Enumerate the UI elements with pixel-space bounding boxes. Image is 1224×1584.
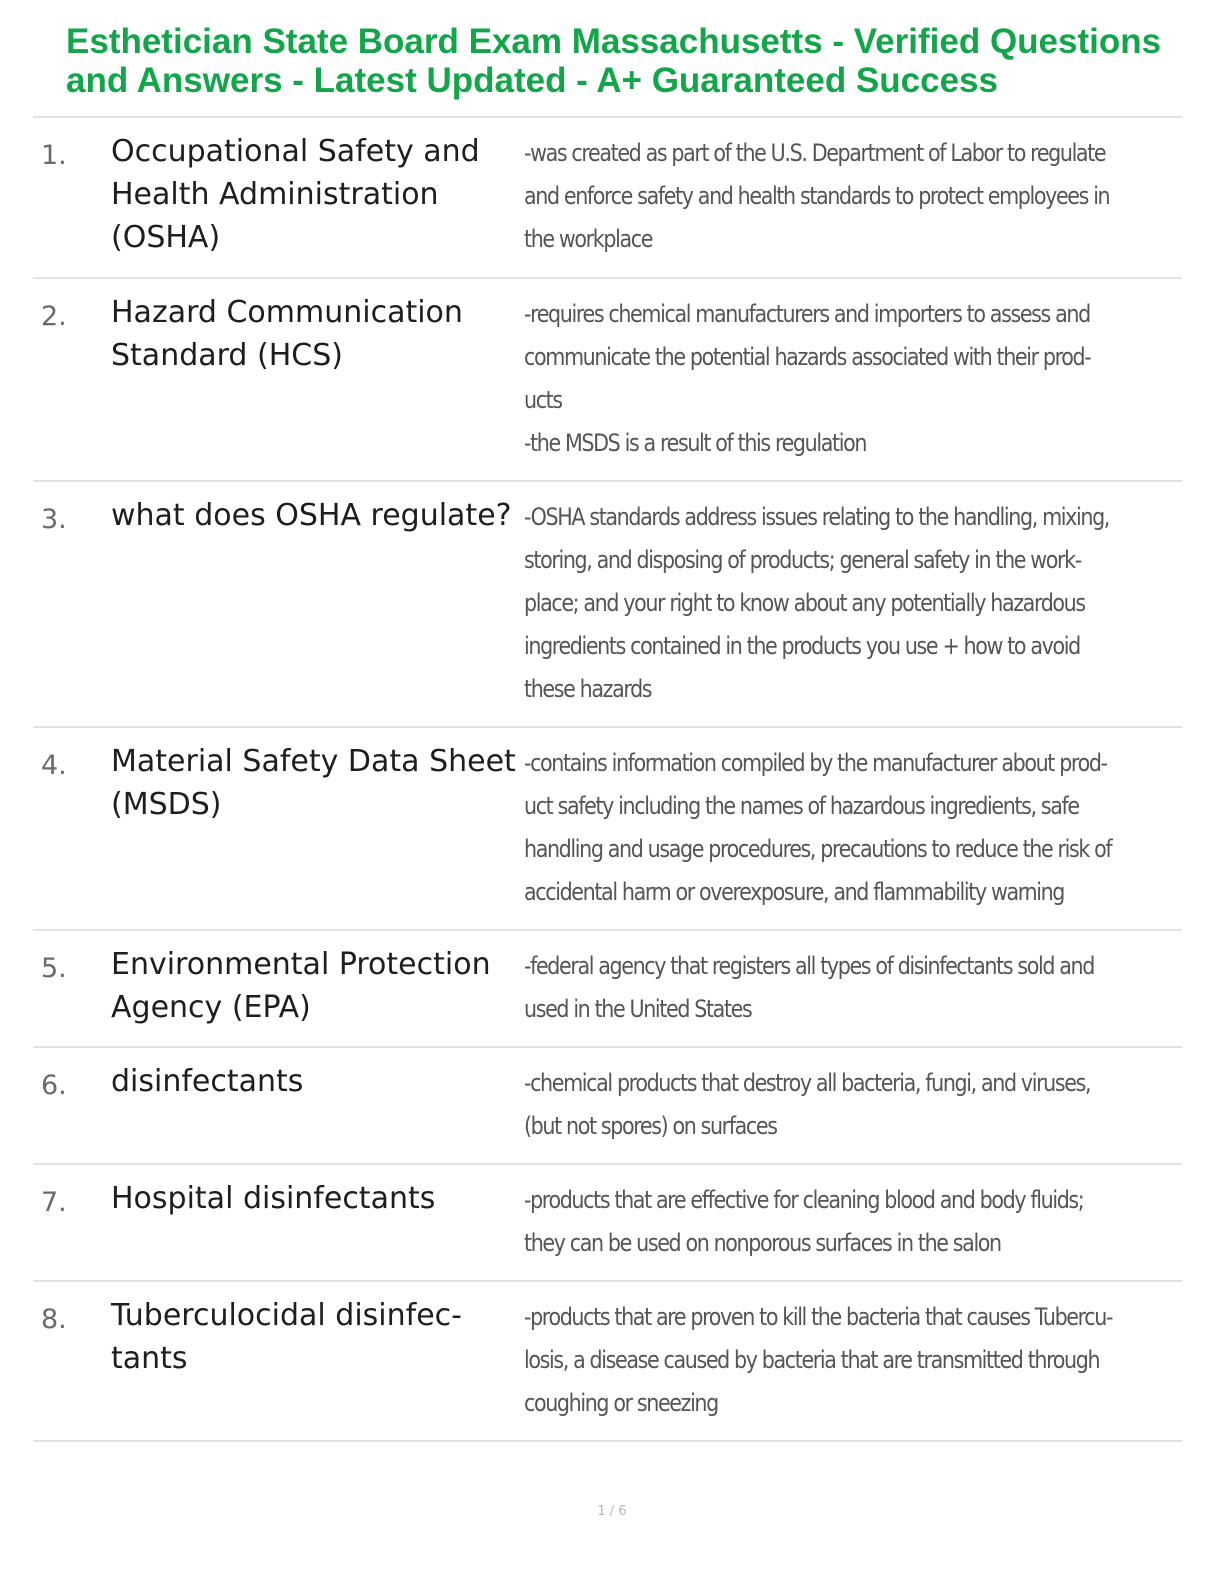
definition-line: accidental harm or overexposure, and flammability warning (524, 878, 1065, 906)
definition-line: storing, and disposing of products; general safety in the work- (524, 546, 1081, 574)
table-row (33, 931, 1182, 1048)
definition-line: -products that are effective for cleaning blood and body fluids; (524, 1186, 1084, 1214)
definition-line: losis, a disease caused by bacteria that are transmitted through (524, 1346, 1100, 1374)
row-number: 6. (41, 1070, 67, 1101)
definition-line: place; and your right to know about any potentially hazardous (524, 589, 1085, 617)
row-number: 5. (41, 953, 67, 984)
definition-line: uct safety including the names of hazardous ingredients, safe (524, 792, 1079, 820)
definition-line: the workplace (524, 225, 653, 253)
table-row (33, 1165, 1182, 1282)
definition (524, 1179, 1083, 1265)
definition (524, 1296, 1113, 1425)
row-number: 7. (41, 1187, 67, 1218)
term-line: Hospital disinfectants (111, 1181, 436, 1216)
term (111, 291, 511, 377)
definition-line: (but not spores) on surfaces (524, 1112, 777, 1140)
row-number: 3. (41, 504, 67, 535)
definition-line: these hazards (524, 675, 652, 703)
definition-line: they can be used on nonporous surfaces in the salon (524, 1229, 1001, 1257)
term-line: (MSDS) (111, 787, 222, 822)
table-row (33, 1282, 1182, 1442)
term (111, 494, 511, 537)
row-number: 2. (41, 301, 67, 332)
term-line: disinfectants (111, 1064, 304, 1099)
term-line: Standard (HCS) (111, 338, 343, 373)
definition-line: -federal agency that registers all types of disinfectants sold and (524, 952, 1094, 980)
term (111, 740, 516, 826)
table-row (33, 279, 1182, 482)
document-title (66, 22, 1196, 100)
term (111, 1177, 511, 1220)
page-indicator: 1 / 6 (597, 1504, 627, 1519)
term-line: tants (111, 1341, 188, 1376)
definition-line: -chemical products that destroy all bacteria, fungi, and viruses, (524, 1069, 1091, 1097)
definition-line: -was created as part of the U.S. Department of Labor to regulate (524, 139, 1106, 167)
term (111, 1060, 511, 1103)
row-number: 8. (41, 1304, 67, 1335)
definition-line: communicate the potential hazards associated with their prod- (524, 343, 1091, 371)
table-row (33, 118, 1182, 279)
definition-line: ucts (524, 386, 562, 414)
term-line: what does OSHA regulate? (111, 498, 512, 533)
definition (524, 742, 1112, 914)
row-number: 4. (41, 750, 67, 781)
document-title-line: and Answers - Latest Updated - A+ Guaranteed Success (66, 61, 998, 100)
definition-line: -contains information compiled by the manufacturer about prod- (524, 749, 1107, 777)
term-line: Environmental Protection (111, 947, 491, 982)
definition-line: -the MSDS is a result of this regulation (524, 429, 867, 457)
term (111, 1294, 511, 1380)
definition-line: ingredients contained in the products you use + how to avoid (524, 632, 1080, 660)
term-line: Tuberculocidal disinfec- (111, 1298, 462, 1333)
definition (524, 496, 1109, 711)
term (111, 943, 511, 1029)
definition (524, 132, 1110, 261)
term (111, 130, 511, 259)
term-line: Hazard Communication (111, 295, 463, 330)
definition-line: coughing or sneezing (524, 1389, 718, 1417)
term-line: Agency (EPA) (111, 990, 311, 1025)
table-row (33, 1048, 1182, 1165)
term-line: (OSHA) (111, 220, 221, 255)
table-row (33, 728, 1182, 931)
definition-line: used in the United States (524, 995, 752, 1023)
flashcard-table (33, 116, 1182, 1442)
term-line: Material Safety Data Sheet (111, 744, 516, 779)
row-number: 1. (41, 140, 67, 171)
term-line: Occupational Safety and (111, 134, 480, 169)
definition (524, 1062, 1091, 1148)
definition-line: handling and usage procedures, precautions to reduce the risk of (524, 835, 1112, 863)
definition-line: -products that are proven to kill the bacteria that causes Tubercu- (524, 1303, 1113, 1331)
definition (524, 945, 1094, 1031)
term-line: Health Administration (111, 177, 439, 212)
document-title-line: Esthetician State Board Exam Massachusetts - Verified Questions (66, 22, 1162, 61)
definition-line: -requires chemical manufacturers and importers to assess and (524, 300, 1090, 328)
definition-line: -OSHA standards address issues relating to the handling, mixing, (524, 503, 1109, 531)
definition-line: and enforce safety and health standards to protect employees in (524, 182, 1110, 210)
table-row (33, 482, 1182, 728)
definition (524, 293, 1091, 465)
